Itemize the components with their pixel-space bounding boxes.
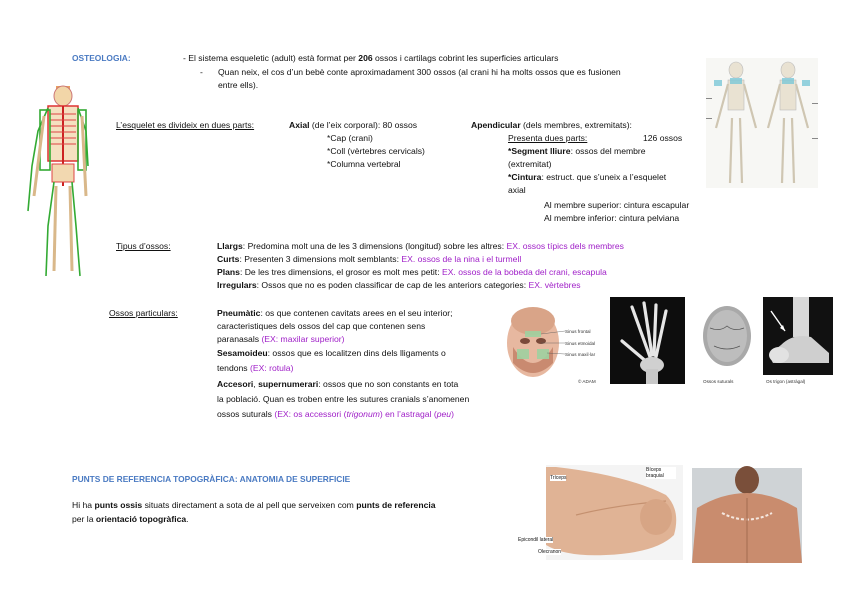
term: punts ossis xyxy=(94,500,143,510)
face-sinus-image xyxy=(503,303,595,383)
text: tendons xyxy=(217,363,250,373)
osteologia-line2: Quan neix, el cos d’un bebè conte aproximadament 300 ossos (al crani hi ha molts ossos que es fusionen xyxy=(218,67,621,77)
punts-heading: PUNTS DE REFERENCIA TOPOGRÀFICA: ANATOMIA DE SUPERFICIE xyxy=(72,474,351,484)
skull-sutural-image xyxy=(700,300,754,372)
text: : os que contenen cavitats arees en el seu interior; xyxy=(260,308,453,318)
text: , xyxy=(253,379,259,389)
image-caption: © ADAM xyxy=(578,379,596,384)
particulars-label: Ossos particulars: xyxy=(109,308,178,318)
foot-xray-image xyxy=(763,297,833,375)
image-caption: Ossos suturals xyxy=(703,379,734,384)
tipus-row xyxy=(217,253,521,266)
text: situats directament a sota de al pell que serveixen com xyxy=(142,500,357,510)
sesamoideu-term: Sesamoideu xyxy=(217,348,268,358)
segment-line xyxy=(508,145,646,158)
example xyxy=(274,409,454,419)
punts-p2 xyxy=(72,513,189,526)
dash: - xyxy=(200,67,203,77)
accesori-line xyxy=(217,378,458,391)
segment-term: *Segment lliure xyxy=(508,146,571,156)
arm-label: Epicondil lateral xyxy=(518,537,554,543)
back-surface-image xyxy=(692,468,802,563)
text: per la xyxy=(72,514,96,524)
text: Hi ha xyxy=(72,500,95,510)
tipus-term: Curts xyxy=(217,254,240,264)
arm-label: Bíceps braquial xyxy=(646,467,676,479)
divisio-label: L’esquelet es divideix en dues parts: xyxy=(116,120,255,130)
text: paranasals xyxy=(217,334,262,344)
accesori-line3 xyxy=(217,408,454,421)
text: ossos i cartilags cobrint les superficies articulars xyxy=(372,53,559,63)
text: ossos suturals xyxy=(217,409,275,419)
cintura-inf: Al membre inferior: cintura pelviana xyxy=(544,213,680,223)
presenta-label: Presenta dues parts: xyxy=(508,133,588,143)
osteologia-line3: entre ells). xyxy=(218,80,259,90)
axial-term: Axial xyxy=(289,120,310,130)
example: EX. ossos de la bobeda del crani, escapula xyxy=(441,267,607,277)
term: orientació topogràfica xyxy=(95,514,187,524)
text: : Ossos que no es poden classificar de cap de les anteriors categories: xyxy=(256,280,529,290)
accesori-line2: la població. Quan es troben entre les sutures cranials s’anomenen xyxy=(217,394,470,404)
example: EX. ossos de la nina i el turmell xyxy=(401,254,522,264)
apendicular-line xyxy=(471,119,632,132)
pneumatic-term: Pneumàtic xyxy=(217,308,261,318)
bone-count: 206 xyxy=(358,53,373,63)
tipus-term: Plans xyxy=(217,267,240,277)
text: : estruct. que s’uneix a l’esquelet xyxy=(541,172,667,182)
tipus-row xyxy=(217,266,607,279)
text: (dels membres, extremitats): xyxy=(520,120,632,130)
text: : ossos que no son constants en tota xyxy=(318,379,459,389)
punts-p1 xyxy=(72,499,436,512)
osteologia-heading: OSTEOLOGIA: xyxy=(72,53,131,63)
term: punts de referencia xyxy=(356,500,436,510)
axial-item: *Cap (crani) xyxy=(327,133,373,143)
cintura-line xyxy=(508,171,666,184)
skeleton-image xyxy=(26,86,88,281)
example: (EX: rotula) xyxy=(249,363,294,373)
text: (de l’eix corporal): 80 ossos xyxy=(309,120,418,130)
cintura-line2: axial xyxy=(508,185,526,195)
arm-label: Olecranon xyxy=(538,549,562,555)
tipus-row xyxy=(217,279,581,292)
axial-item: *Columna vertebral xyxy=(327,159,401,169)
text: trigonum xyxy=(346,409,380,419)
supernumerari-term: supernumerari xyxy=(258,379,319,389)
cintura-sup: Al membre superior: cintura escapular xyxy=(544,200,690,210)
axial-line xyxy=(289,119,417,132)
text: peu xyxy=(436,409,452,419)
skeleton-front-back-image xyxy=(706,58,818,188)
accesori-term: Accesori xyxy=(217,379,254,389)
pneumatic-line2: caracteristiques dels ossos del cap que contenen sens xyxy=(217,321,426,331)
text: : De les tres dimensions, el grosor es molt mes petit: xyxy=(239,267,442,277)
arm-surface-image xyxy=(518,465,683,560)
pneumatic-line xyxy=(217,307,453,320)
text: ) en l’astragal ( xyxy=(379,409,437,419)
face-label: Sinus etmoidal xyxy=(565,341,596,346)
pneumatic-line3 xyxy=(217,333,345,346)
example: EX. ossos típics dels membres xyxy=(506,241,624,251)
sesamoideu-line xyxy=(217,347,446,360)
text: : Presenten 3 dimensions molt semblants: xyxy=(239,254,402,264)
text: : ossos del membre xyxy=(570,146,646,156)
tipus-row xyxy=(217,240,624,253)
apendicular-term: Apendicular xyxy=(471,120,521,130)
example: EX. vèrtebres xyxy=(528,280,581,290)
face-label: Sinus frontal xyxy=(565,329,591,334)
example: (EX: maxilar superior) xyxy=(261,334,345,344)
tipus-label: Tipus d’ossos: xyxy=(116,241,171,251)
face-label: Sinus maxil·lar xyxy=(565,352,596,357)
cintura-term: *Cintura xyxy=(508,172,542,182)
presenta-count: 126 ossos xyxy=(643,133,683,143)
hand-xray-image xyxy=(610,297,685,384)
text: . xyxy=(186,514,189,524)
text: : Predomina molt una de les 3 dimensions (longitud) sobre les altres: xyxy=(242,241,507,251)
osteologia-line1 xyxy=(183,52,558,65)
image-caption: Os trigon (astràgal) xyxy=(766,379,806,384)
tipus-term: Llargs xyxy=(217,241,243,251)
axial-item: *Coll (vèrtebres cervicals) xyxy=(327,146,425,156)
text: : ossos que es localitzen dins dels lligaments o xyxy=(267,348,446,358)
segment-line2: (extremitat) xyxy=(508,159,552,169)
text: ) xyxy=(451,409,454,419)
text: - El sistema esqueletic (adult) està format per xyxy=(183,53,359,63)
text: (EX: os accessori ( xyxy=(274,409,347,419)
arm-label: Tríceps xyxy=(550,475,567,481)
sesamoideu-line2 xyxy=(217,362,293,375)
tipus-term: Irregulars xyxy=(217,280,257,290)
